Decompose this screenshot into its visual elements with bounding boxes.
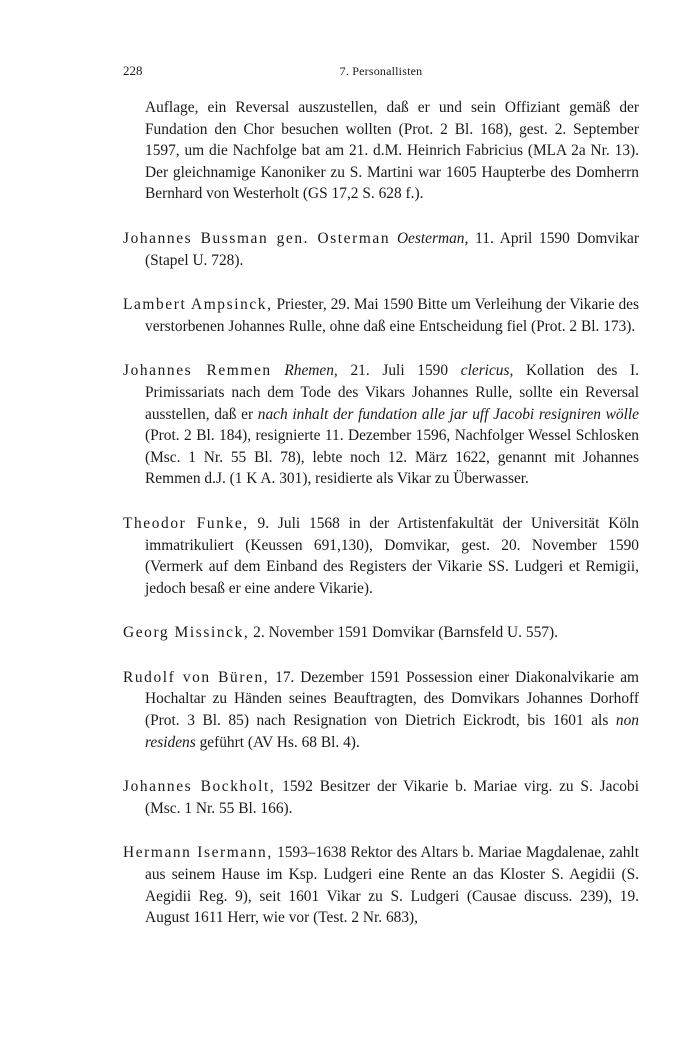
entry-text: 2. November 1591 Domvikar (Barnsfeld U. 557). — [249, 624, 558, 642]
page-body — [123, 97, 639, 952]
entry-name: Lambert Ampsinck, — [123, 296, 273, 314]
entry-name: Johannes Bussman gen. Osterman — [123, 229, 391, 247]
entry-text: Auflage, ein Reversal auszustellen, daß er und sein Offiziant gemäß der Fundation den Chor besuchen wollten (Prot. 2 Bl. 168), gest. 2. September 1597, um die Nachfolge bat am 21. d.M. Heinrich Fabricius (MLA 2a Nr. 13). Der gleichnamige Kanoniker zu S. Martini war 1605 Haupterbe des Domherrn Bernhard von Westerholt (GS 17,2 S. 628 f.). — [145, 99, 639, 203]
entry-name: Rudolf von Büren, — [123, 668, 270, 686]
entry-continuation — [123, 97, 639, 205]
entry-text: 11. April 1590 Domvikar (Stapel U. 728). — [145, 229, 639, 269]
entry-bueren — [123, 667, 639, 753]
entry-text: 21. Juli 1590 — [337, 362, 461, 380]
running-head: 7. Personallisten — [339, 64, 423, 78]
name-variant: Oesterman, — [396, 229, 469, 247]
page-header — [123, 63, 639, 83]
entry-name: Johannes Remmen — [123, 362, 272, 380]
entry-bussman — [123, 228, 639, 271]
entry-bockholt — [123, 776, 639, 819]
entry-text: geführt (AV Hs. 68 Bl. 4). — [195, 733, 360, 751]
entry-missinck — [123, 622, 639, 644]
page-number: 228 — [123, 63, 143, 78]
entry-text: 17. Dezember 1591 Possession einer Diakonalvikarie am Hochaltar zu Händen seines Beauftragten, des Domvikars Johannes Dorhoff (Prot. 3 Bl. 85) nach Resignation von Dietrich Eickrodt, bis 1601 als — [145, 668, 639, 730]
name-variant: Rhemen, — [284, 362, 338, 380]
entry-text: (Prot. 2 Bl. 184), resignierte 11. Dezember 1596, Nachfolger Wessel Schlosken (Msc. 1 Nr. 55 Bl. 78), lebte noch 12. März 1622, genannt mit Johannes Remmen d.J. (1 K A. 301), residierte als Vikar zu Überwasser. — [145, 427, 639, 488]
entry-name: Johannes Bockholt, — [123, 778, 276, 796]
entry-text: 1593–1638 Rektor des Altars b. Mariae Magdalenae, zahlt aus seinem Hause im Ksp. Ludgeri eine Rente an das Kloster S. Aegidii (S. Aegidii Reg. 9), seit 1601 Vikar zu S. Ludgeri (Causae discuss. 239), 19. August 1611 Herr, wie vor (Test. 2 Nr. 683), — [145, 844, 639, 927]
entry-italic: clericus, — [460, 362, 514, 380]
entry-remmen — [123, 360, 639, 490]
entry-text: Kollation des I. Primissariats nach dem Tode des Vikars Johannes Rulle, sollte ein Reversal ausstellen, daß er — [145, 362, 639, 423]
entry-name: Hermann Isermann, — [123, 844, 273, 862]
entry-name: Theodor Funke, — [123, 514, 249, 532]
entry-text: 1592 Besitzer der Vikarie b. Mariae virg. zu S. Jacobi (Msc. 1 Nr. 55 Bl. 166). — [145, 778, 639, 817]
entry-ampsinck — [123, 294, 639, 337]
entry-quote: nach inhalt der fundation alle jar uff Jacobi resigniren wölle — [257, 405, 639, 423]
entry-text: 9. Juli 1568 in der Artistenfakultät der Universität Köln immatrikuliert (Keussen 691,130), Domvikar, gest. 20. November 1590 (Vermerk auf dem Einband des Registers der Vikarie SS. Ludgeri et Remigii, jedoch besaß er eine andere Vikarie). — [145, 514, 639, 597]
entry-italic: non residens — [145, 712, 639, 751]
entry-isermann — [123, 842, 639, 928]
entry-name: Georg Missinck, — [123, 624, 250, 642]
entry-funke — [123, 513, 639, 599]
entry-text: Priester, 29. Mai 1590 Bitte um Verleihung der Vikarie des verstorbenen Johannes Rulle, ohne daß eine Entscheidung fiel (Prot. 2 Bl. 173). — [145, 296, 639, 335]
